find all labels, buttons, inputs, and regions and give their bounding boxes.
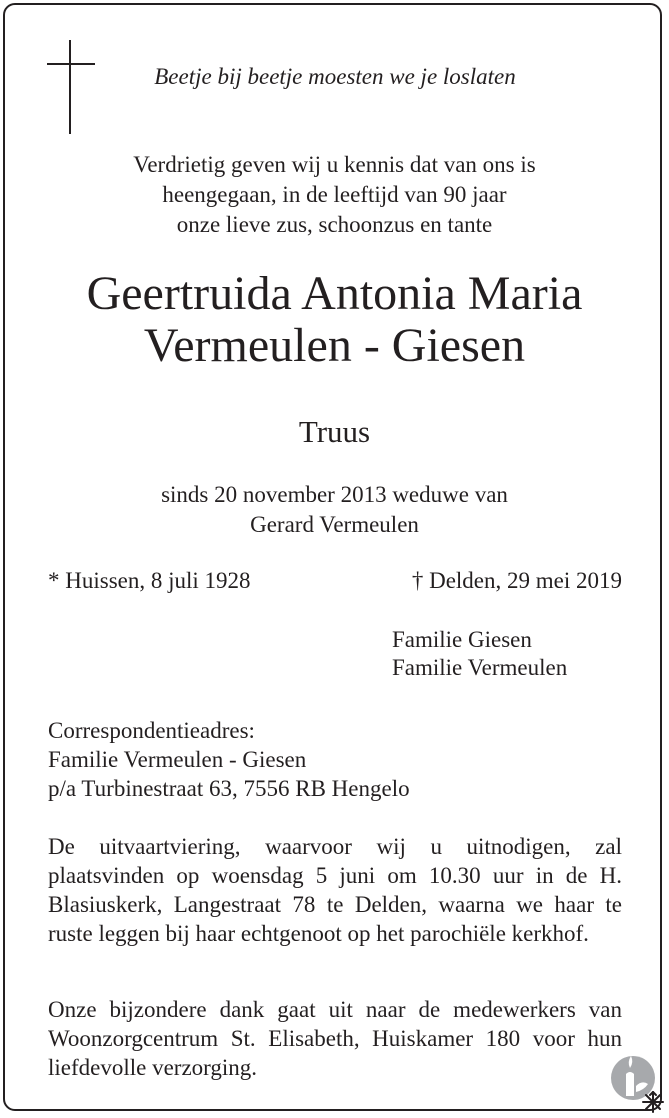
widow-line-2: Gerard Vermeulen <box>250 512 419 537</box>
cross-icon <box>47 40 95 134</box>
family-names <box>392 626 567 682</box>
funeral-paragraph: De uitvaartviering, waarvoor wij u uitnodigen, zal plaatsvinden op woensdag 5 juni om 10.30 uur in de H. Blasiuskerk, Langestraat 78 te Delden, waarna we haar te ruste leggen bij haar echtgenoot op het parochiële kerkhof. <box>48 834 622 946</box>
birth-date: * Huissen, 8 juli 1928 <box>48 568 251 593</box>
correspondence-address <box>48 716 410 803</box>
intro-text <box>0 150 669 240</box>
thanks-paragraph: Onze bijzondere dank gaat uit naar de medewerkers van Woonzorgcentrum St. Elisabeth, Huiskamer 180 voor hun liefdevolle verzorging. <box>48 997 622 1080</box>
widow-line-1: sinds 20 november 2013 weduwe van <box>161 482 508 507</box>
motto: Beetje bij beetje moesten we je loslaten <box>154 64 516 89</box>
candle-logo-icon <box>608 1040 666 1114</box>
correspondence-street: p/a Turbinestraat 63, 7556 RB Hengelo <box>48 776 410 801</box>
correspondence-label: Correspondentieadres: <box>48 718 255 743</box>
correspondence-name: Familie Vermeulen - Giesen <box>48 747 307 772</box>
family-name: Familie Vermeulen <box>392 655 568 680</box>
name-line-2: Vermeulen - Giesen <box>143 319 526 372</box>
nickname: Truus <box>298 414 371 449</box>
intro-line: Verdrietig geven wij u kennis dat van ons is <box>133 152 536 177</box>
deceased-name <box>0 268 669 372</box>
family-name: Familie Giesen <box>392 627 532 652</box>
death-date: † Delden, 29 mei 2019 <box>411 568 622 593</box>
intro-line: heengegaan, in de leeftijd van 90 jaar <box>162 182 507 207</box>
widow-text <box>0 480 669 540</box>
intro-line: onze lieve zus, schoonzus en tante <box>176 212 493 237</box>
name-line-1: Geertruida Antonia Maria <box>86 267 583 320</box>
